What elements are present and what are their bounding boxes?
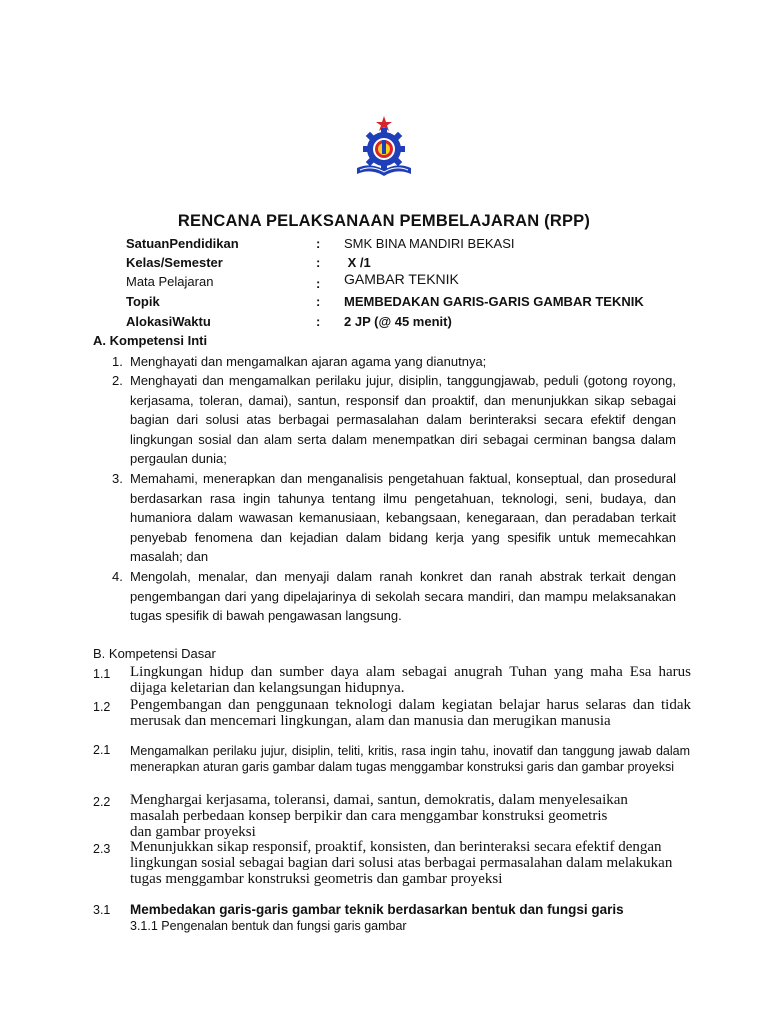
list-text: Menunjukkan sikap responsif, proaktif, konsisten, dan berinteraksi secara efektif dengan lingkungan sosial sebagai bagian dari solusi atas berbagai permasalahan dalam melakukan tugas menggambar konstruksi geometris dan gambar proyeksi [130,839,673,887]
list-text: Membedakan garis-garis gambar teknik berdasarkan bentuk dan fungsi garis [130,902,624,917]
section-heading-kompetensi-inti: A. Kompetensi Inti [93,333,208,348]
identity-separator: : [316,236,321,251]
list-number: 2. [112,373,123,388]
identity-value: X /1 [344,255,371,270]
list-number: 1.2 [93,700,111,714]
identity-value: 2 JP (@ 45 menit) [344,314,452,329]
list-text: Memahami, menerapkan dan menganalisis pengetahuan faktual, konseptual, dan prosedural berdasarkan rasa ingin tahunya tentang ilmu pengetahuan, teknologi, seni, budaya, dan humaniora dalam wawasan kemanusiaan, kebangsaan, kenegaraan, dan peradaban terkait penyebab fenomena dan kejadian dalam bidang kerja yang spesifik untuk memecahkan masalah; dan [130,471,676,565]
identity-value: MEMBEDAKAN GARIS-GARIS GAMBAR TEKNIK [344,294,644,309]
identity-label: SatuanPendidikan [126,236,239,251]
list-text: Menghargai kerjasama, toleransi, damai, santun, demokratis, dalam menyelesaikan masalah perbedaan konsep berpikir dan cara menggambar konstruksi geometris dan gambar proyeksi [130,792,628,840]
list-number: 1.1 [93,667,111,681]
identity-separator: : [316,255,321,270]
identity-separator: : [316,314,321,329]
list-text: Menghayati dan mengamalkan ajaran agama yang dianutnya; [130,354,487,369]
list-text: Mengolah, menalar, dan menyaji dalam ranah konkret dan ranah abstrak terkait dengan pengembangan dari yang dipelajarinya di sekolah secara mandiri, dan mampu melaksanakan tugas spesifik di bawah pengawasan langsung. [130,569,676,624]
list-text: Pengembangan dan penggunaan teknologi dalam kegiatan belajar harus selaras dan tidak merusak dan mencemari lingkungan, alam dan manusia dan merugikan manusia [130,697,691,729]
identity-label: Mata Pelajaran [126,274,214,289]
list-number: 4. [112,569,123,584]
sub-list-item: 3.1.1 Pengenalan bentuk dan fungsi garis gambar [130,919,407,933]
identity-label: Topik [126,294,160,309]
list-text: Lingkungan hidup dan sumber daya alam sebagai anugrah Tuhan yang maha Esa harus dijaga keletarian dan kelangsungan hidupnya. [130,664,691,696]
identity-value: GAMBAR TEKNIK [344,271,459,287]
list-number: 2.2 [93,795,111,809]
list-text: Mengamalkan perilaku jujur, disiplin, teliti, kritis, rasa ingin tahu, inovatif dan tanggung jawab dalam menerapkan aturan garis gambar dalam tugas menggambar konstruksi garis dan gambar proyeksi [130,744,690,774]
list-number: 1. [112,354,123,369]
identity-label: Kelas/Semester [126,255,223,270]
list-number: 2.3 [93,842,111,856]
identity-separator: : [316,276,321,291]
identity-label: AlokasiWaktu [126,314,211,329]
list-text: Menghayati dan mengamalkan perilaku jujur, disiplin, tanggungjawab, peduli (gotong royong, kerjasama, toleran, damai), santun, responsif dan proaktif, dan menunjukkan sikap sebagai bagian dari solusi atas berbagai permasalahan dalam berinteraksi secara efektif dengan lingkungan sosial dan alam serta dalam menempatkan diri sebagai cerminan bangsa dalam pergaulan dunia; [130,373,676,467]
identity-value: SMK BINA MANDIRI BEKASI [344,236,515,251]
school-logo [351,114,417,180]
list-number: 2.1 [93,743,111,757]
identity-separator: : [316,294,321,309]
school-gear-logo-icon [351,114,417,180]
document-title: RENCANA PELAKSANAAN PEMBELAJARAN (RPP) [177,212,591,230]
section-heading-kompetensi-dasar: B. Kompetensi Dasar [93,646,216,661]
list-number: 3. [112,471,123,486]
list-number: 3.1 [93,903,111,917]
